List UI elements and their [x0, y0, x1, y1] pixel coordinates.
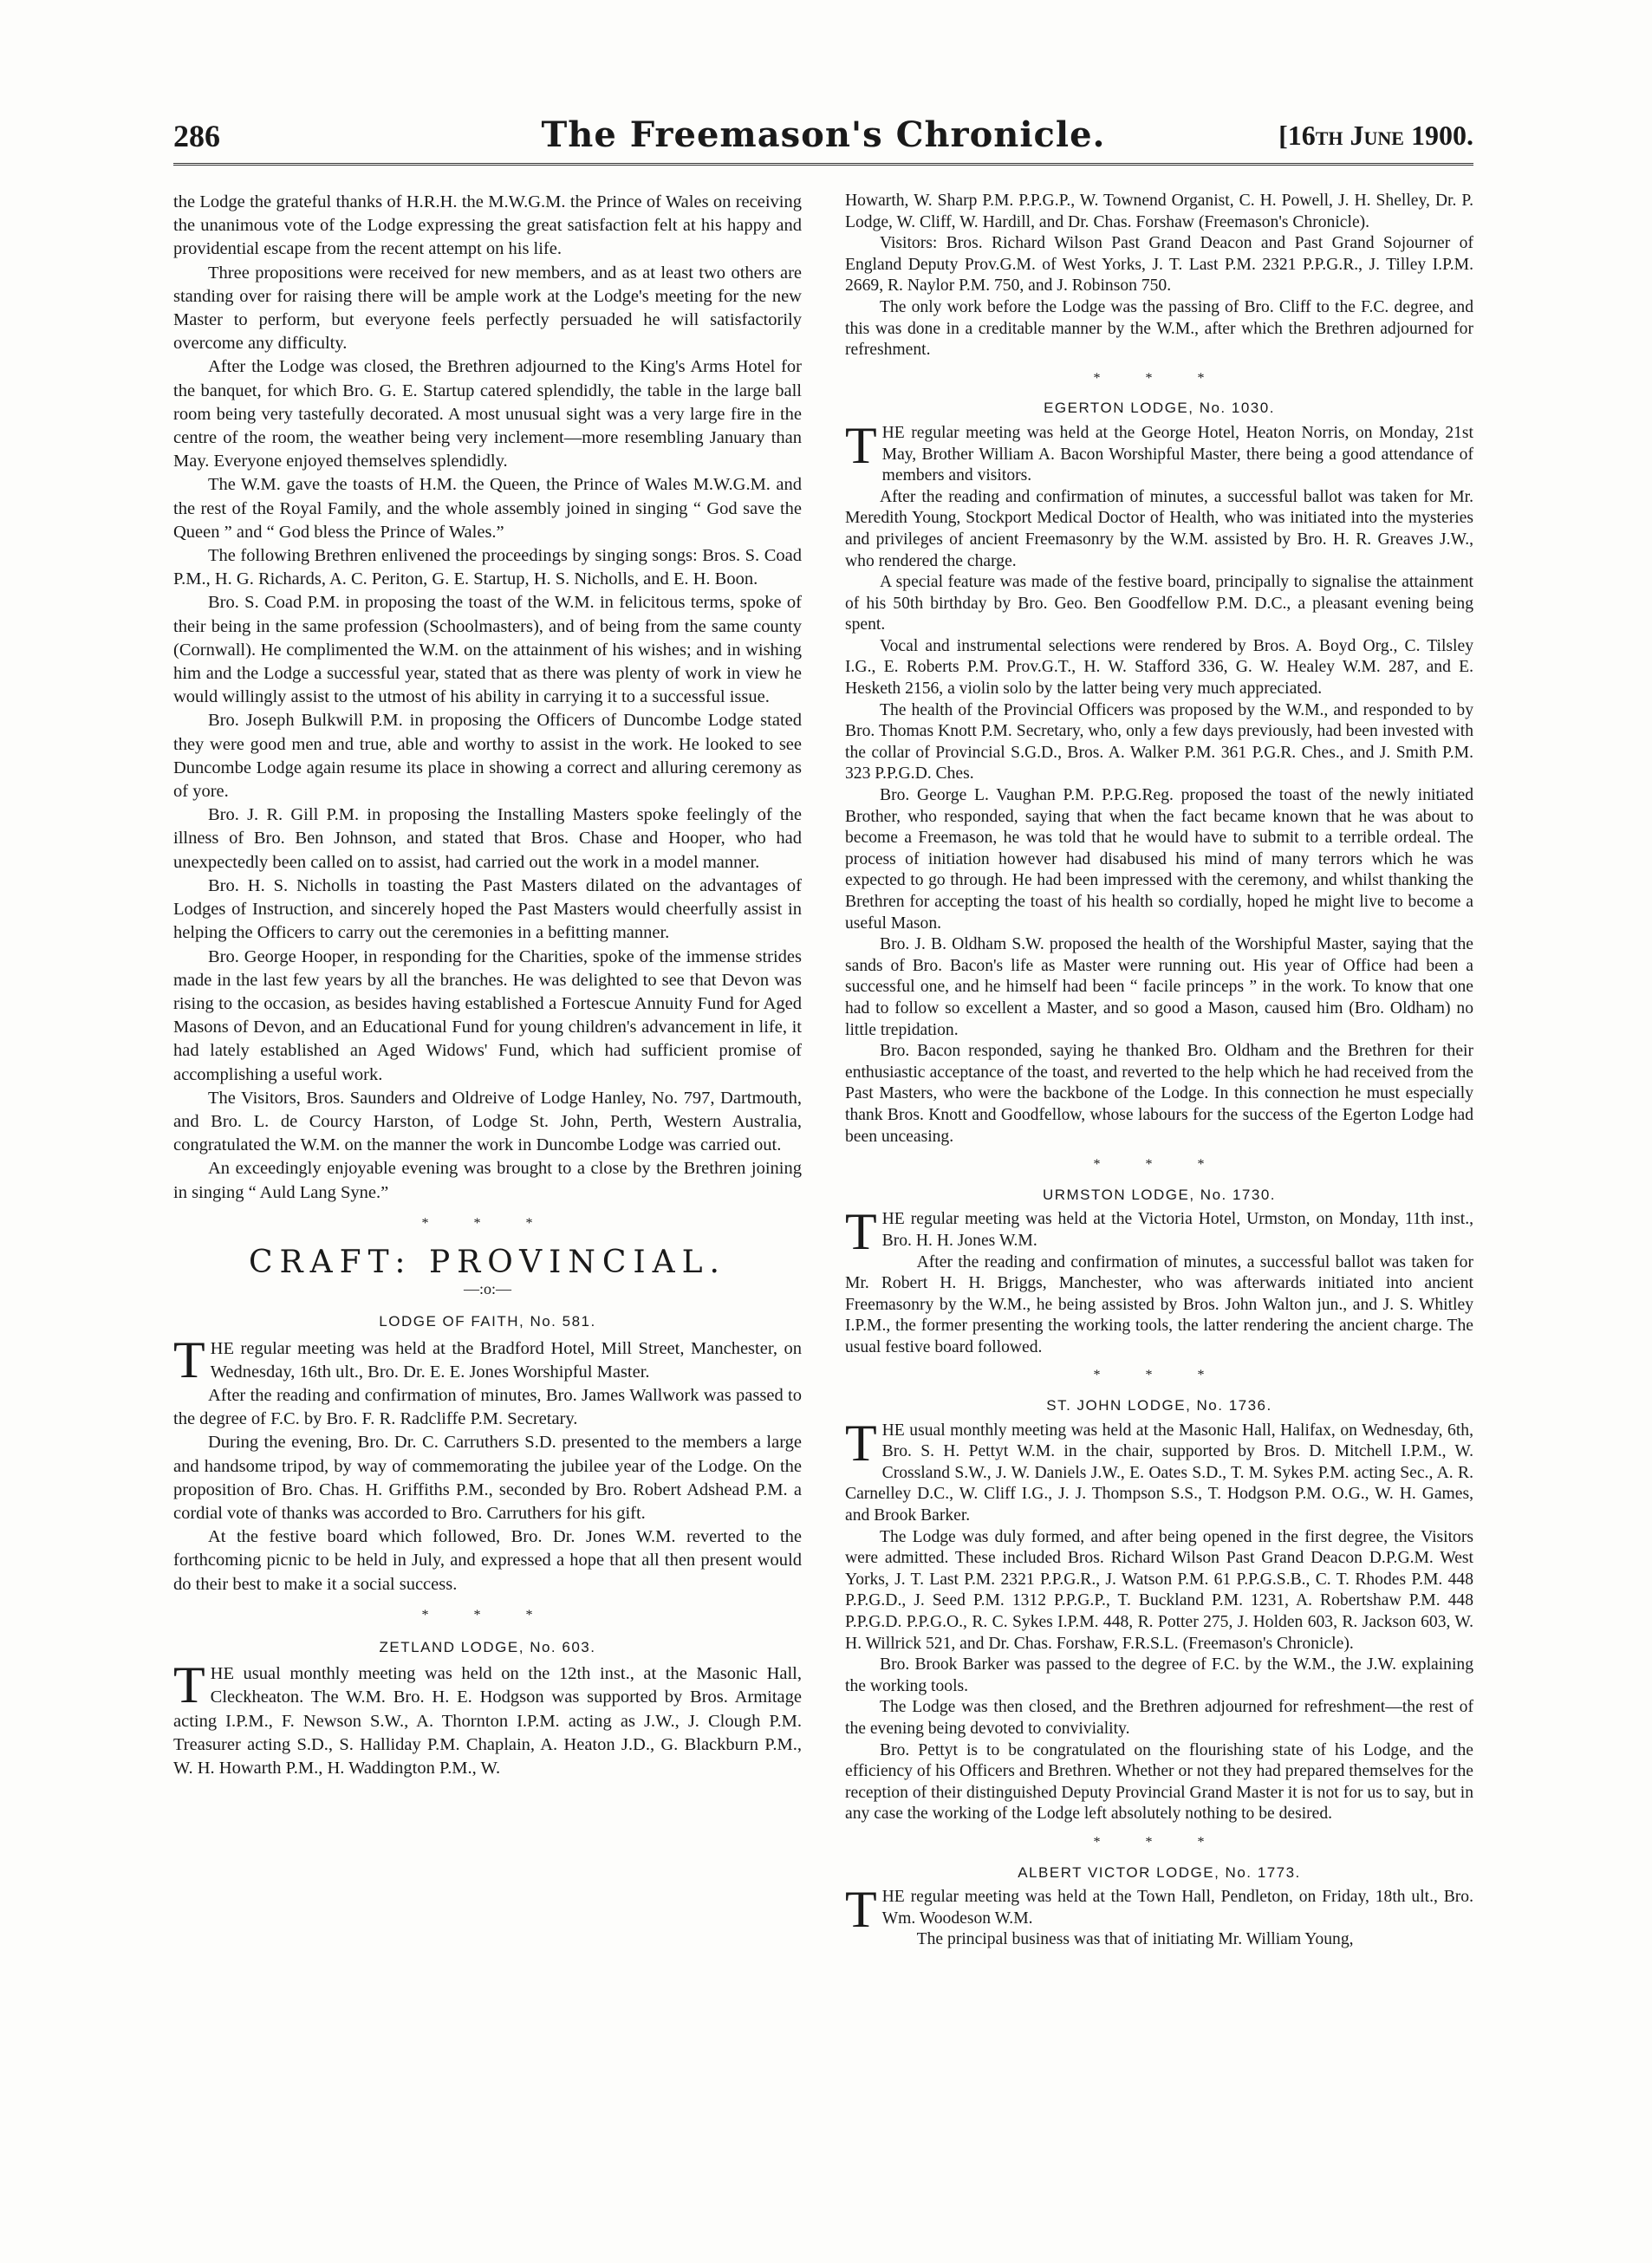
masthead-title: The Freemason's Chronicle.	[541, 114, 1106, 155]
paragraph: Vocal and instrumental selections were rendered by Bros. A. Boyd Org., C. Tilsley I.G., E. Roberts P.M. Prov.G.T., H. W. Stafford 336, G. W. Healey W.M. 287, and E. Hesketh 2156, a violin solo by the latter being very much appreciated.	[845, 636, 1473, 699]
section-divider: * * *	[1093, 1368, 1226, 1383]
section-divider: * * *	[1093, 1834, 1226, 1850]
paragraph: The only work before the Lodge was the passing of Bro. Cliff to the F.C. degree, and this was done in a creditable manner by the W.M., after which the Brethren adjourned for refreshment.	[845, 297, 1473, 360]
paragraph: Bro. Joseph Bulkwill P.M. in proposing the Officers of Duncombe Lodge stated they were good men and true, able and worthy to assist in the work. He looked to see Duncombe Lodge again resume its place in showing a correct and alluring ceremony as of yore.	[173, 711, 802, 802]
paragraph: After the Lodge was closed, the Brethren adjourned to the King's Arms Hotel for the banquet, for which Bro. G. E. Startup catered splendidly, the table in the large ball room being very tastefully decorated. A most unusual sight was a very large fire in the centre of the room, the weather being very inclement—more resembling January than May. Everyone enjoyed themselves splendidly.	[173, 357, 802, 471]
drop-cap: T	[845, 1414, 877, 1472]
section-rule: —:o:—	[463, 1280, 511, 1298]
paragraph: Three propositions were received for new members, and as at least two others are standing over for raising there will be ample work at the Lodge's meeting for the new Master to perform, but everyone feels perfectly persuaded he will satisfactorily overcome any difficulty.	[173, 263, 802, 354]
section-divider: * * *	[1093, 370, 1226, 386]
lodge-heading: URMSTON LODGE, No. 1730.	[1042, 1186, 1277, 1203]
article-opening: THE usual monthly meeting was held at the Masonic Hall, Halifax, on Wednesday, 6th, Bro. S. H. Pettyt W.M. in the chair, supported by Bros. D. Mitchell I.P.M., W. Crossland S.W., J. W. Daniels J.W., E. Oates S.D., T. M. Sykes P.M. acting Sec., A. R. Carnelley D.C., W. Cliff I.G., J. J. Thompson S.S., T. Hodgson P.M. O.G., W. H. Games, and Brook Barker.	[845, 1414, 1473, 1525]
paragraph: Bro. Brook Barker was passed to the degree of F.C. by the W.M., the J.W. explaining the working tools.	[845, 1655, 1473, 1695]
left-column	[173, 191, 802, 2210]
drop-cap: T	[845, 1881, 877, 1939]
paragraph: The W.M. gave the toasts of H.M. the Queen, the Prince of Wales M.W.G.M. and the rest of the Royal Family, and the whole assembly joined in singing “ God save the Queen ” and “ God bless the Prince of Wales.”	[173, 475, 802, 542]
paragraph: The Visitors, Bros. Saunders and Oldreive of Lodge Hanley, No. 797, Dartmouth, and Bro. L. de Courcy Harston, of Lodge St. John, Perth, Western Australia, congratulated the W.M. on the manner the work in Duncombe Lodge was carried out.	[173, 1088, 802, 1155]
paragraph: Bro. J. R. Gill P.M. in proposing the Installing Masters spoke feelingly of the illness of Bro. Ben Johnson, and stated that Bros. Chase and Hooper, who had unexpectedly been called on to assist, had carried out the work in a model manner.	[173, 805, 802, 872]
paragraph: During the evening, Bro. Dr. C. Carruthers S.D. presented to the members a large and handsome tripod, by way of commemorating the jubilee year of the Lodge. On the proposition of Bro. Chas. H. Griffiths P.M., seconded by Bro. Robert Adshead P.M. a cordial vote of thanks was accorded to Bro. Carruthers for his gift.	[173, 1433, 802, 1523]
drop-cap: T	[845, 1203, 877, 1261]
lodge-heading: EGERTON LODGE, No. 1030.	[1044, 400, 1275, 417]
paragraph: After the reading and confirmation of minutes, a successful ballot was taken for Mr. Robert H. H. Briggs, Manchester, who was afterwards initiated into ancient Freemasonry by the W.M., he being assisted by Bros. John Walton jun., and J. S. Whitley I.P.M., the former presenting the working tools, the latter rendering the ancient charge. The usual festive board followed.	[845, 1252, 1473, 1356]
paragraph: Bro. S. Coad P.M. in proposing the toast of the W.M. in felicitous terms, spoke of their being in the same profession (Schoolmasters), and of being from the same county (Cornwall). He complimented the W.M. on the attainment of his wishes; and in wishing him and the Lodge a successful year, stated that as there was plenty of work in view he would willingly assist to the utmost of his ability in carrying it to a successful issue.	[173, 593, 802, 707]
section-divider: * * *	[421, 1215, 554, 1231]
paragraph: A special feature was made of the festive board, principally to signalise the attainment of his 50th birthday by Bro. Geo. Ben Goodfellow P.M. D.C., a pleasant evening being spent.	[845, 573, 1473, 634]
section-title: CRAFT: PROVINCIAL.	[249, 1244, 726, 1280]
paragraph: The health of the Provincial Officers was proposed by the W.M., and responded to by Bro. Thomas Knott P.M. Secretary, who, only a few days previously, had been invested with the collar of Provincial S.G.D., Bros. A. Walker P.M. 361 P.G.R. Ches., and J. Smith P.M. 323 P.P.G.D. Ches.	[845, 700, 1473, 784]
lodge-heading: ALBERT VICTOR LODGE, No. 1773.	[1018, 1863, 1301, 1881]
section-divider: * * *	[421, 1607, 554, 1622]
paragraph: Bro. H. S. Nicholls in toasting the Past Masters dilated on the advantages of Lodges of Instruction, and sincerely hoped the Past Masters would cheerfully assist in helping the Officers to carry out the ceremonies in a befitting manner.	[173, 875, 802, 943]
paragraph: Bro. Bacon responded, saying he thanked Bro. Oldham and the Brethren for their enthusiastic acceptance of the toast, and reverted to the help which he had received from the Past Masters, who were the backbone of the Lodge. In this connection he must especially thank Bros. Knott and Goodfellow, whose labours for the success of the Egerton Lodge had been unceasing.	[845, 1042, 1473, 1146]
section-divider: * * *	[1093, 1157, 1226, 1173]
article-opening: THE regular meeting was held at the Victoria Hotel, Urmston, on Monday, 11th inst., Bro. H. H. Jones W.M.	[845, 1203, 1473, 1261]
paragraph: Bro. J. B. Oldham S.W. proposed the health of the Worshipful Master, saying that the sands of Bro. Bacon's life as Master were running out. His year of Office had been a successful one, and he himself had been “ facile princeps ” in the work. To know that one had to follow so excellent a Master, and so good a Mason, caused him (Bro. Oldham) no little trepidation.	[845, 935, 1473, 1039]
page-number: 286	[173, 119, 220, 153]
drop-cap: T	[845, 416, 877, 474]
article-opening: THE regular meeting was held at the Town Hall, Pendleton, on Friday, 18th ult., Bro. Wm. Woodeson W.M.	[845, 1881, 1473, 1939]
paragraph: The principal business was that of initiating Mr. William Young,	[916, 1930, 1354, 1949]
paragraph: After the reading and confirmation of minutes, a successful ballot was taken for Mr. Meredith Young, Stockport Medical Doctor of Health, who was initiated into the mysteries and privileges of ancient Freemasonry by the W.M. assisted by Bro. H. R. Greaves J.W., who rendered the charge.	[845, 487, 1473, 570]
paragraph: Bro. George Hooper, in responding for the Charities, spoke of the immense strides made in the last few years by all the branches. He was delighted to see that Devon was rising to the occasion, as besides having established a Fortescue Annuity Fund for Aged Masons of Devon, and an Educational Fund for young children's advancement in life, it had lately established an Aged Widows' Fund, which had sufficient promise of accomplishing a useful work.	[173, 946, 802, 1084]
paragraph: Bro. George L. Vaughan P.M. P.P.G.Reg. proposed the toast of the newly initiated Brother, who responded, saying that when the fact became known that he was about to become a Freemason, he was told that he would have to submit to a terrible ordeal. The process of initiation however had disabused his mind of many terrors which he was expected to go through. He had been impressed with the ceremony, and whilst thanking the Brethren for accepting the toast of his health so cordially, hoped he might live to become a useful Mason.	[845, 786, 1473, 933]
lodge-heading: LODGE OF FAITH, No. 581.	[379, 1313, 596, 1330]
paragraph: Bro. Pettyt is to be congratulated on the flourishing state of his Lodge, and the efficiency of his Officers and Brethren. Whether or not they had prepared themselves for the reception of their distinguished Deputy Provincial Grand Master it is not for us to say, but in any case the working of the Lodge left absolutely nothing to be desired.	[845, 1740, 1473, 1824]
paragraph: The Lodge was duly formed, and after being opened in the first degree, the Visitors were admitted. These included Bros. Richard Wilson Past Grand Deacon D.P.G.M. West Yorks, J. T. Last P.M. 2321 P.P.G.R., J. Watson P.M. 61 P.P.G.S.B., C. T. Rhodes P.M. 448 P.P.G.D., J. Seed P.M. 1312 P.P.G.P., T. Buckland P.M. 1231, A. Robertshaw P.M. 448 P.P.G.D. P.P.G.O., R. C. Sykes I.P.M. 448, R. Potter 275, J. Holden 603, R. Jackson 603, W. H. Willrick 521, and Dr. Chas. Forshaw, F.R.S.L. (Freemason's Chronicle).	[845, 1527, 1473, 1653]
paragraph: After the reading and confirmation of minutes, Bro. James Wallwork was passed to the degree of F.C. by Bro. F. R. Radcliffe P.M. Secretary.	[173, 1385, 802, 1429]
drop-cap: T	[173, 1330, 205, 1388]
article-opening: THE usual monthly meeting was held on the 12th inst., at the Masonic Hall, Cleckheaton. The W.M. Bro. H. E. Hodgson was supported by Bros. Armitage acting I.P.M., F. Newson S.W., A. Thornton I.P.M. acting as J.W., J. Clough P.M. Treasurer acting S.D., S. Halliday P.M. Chaplain, A. Heaton J.D., G. Blackburn P.M., W. H. Howarth P.M., H. Waddington P.M., W.	[173, 1656, 802, 1778]
lodge-heading: ST. JOHN LODGE, No. 1736.	[1046, 1397, 1272, 1414]
article-opening: THE regular meeting was held at the Bradford Hotel, Mill Street, Manchester, on Wednesday, 16th ult., Bro. Dr. E. E. Jones Worshipful Master.	[173, 1330, 802, 1388]
paragraph: Visitors: Bros. Richard Wilson Past Grand Deacon and Past Grand Sojourner of England Deputy Prov.G.M. of West Yorks, J. T. Last P.M. 2321 P.P.G.R., J. Tilley I.P.M. 2669, R. Naylor P.M. 750, and J. Robinson 750.	[845, 234, 1473, 296]
issue-date: [16th June 1900.	[1278, 120, 1473, 151]
right-column	[845, 191, 1473, 2210]
drop-cap: T	[173, 1656, 205, 1714]
paragraph: An exceedingly enjoyable evening was brought to a close by the Brethren joining in singing “ Auld Lang Syne.”	[173, 1159, 802, 1202]
paragraph: At the festive board which followed, Bro. Dr. Jones W.M. reverted to the forthcoming picnic to be held in July, and expressed a hope that all then present would do their best to make it a social success.	[173, 1527, 802, 1594]
page-header	[173, 111, 1473, 166]
paragraph: The following Brethren enlivened the proceedings by singing songs: Bros. S. Coad P.M., H. G. Richards, A. C. Periton, G. E. Startup, H. S. Nicholls, and E. H. Boon.	[173, 546, 802, 589]
paragraph: The Lodge was then closed, and the Brethren adjourned for refreshment—the rest of the evening being devoted to conviviality.	[845, 1698, 1473, 1738]
lodge-heading: ZETLAND LODGE, No. 603.	[379, 1638, 596, 1655]
paragraph: the Lodge the grateful thanks of H.R.H. the M.W.G.M. the Prince of Wales on receiving the unanimous vote of the Lodge expressing the great satisfaction felt at his happy and providential escape from the recent attempt on his life.	[173, 192, 802, 259]
article-opening: THE regular meeting was held at the George Hotel, Heaton Norris, on Monday, 21st May, Brother William A. Bacon Worshipful Master, there being a good attendance of members and visitors.	[845, 416, 1473, 485]
paragraph: Howarth, W. Sharp P.M. P.P.G.P., W. Townend Organist, C. H. Powell, J. H. Shelley, Dr. P. Lodge, W. Cliff, W. Hardill, and Dr. Chas. Forshaw (Freemason's Chronicle).	[845, 192, 1473, 231]
